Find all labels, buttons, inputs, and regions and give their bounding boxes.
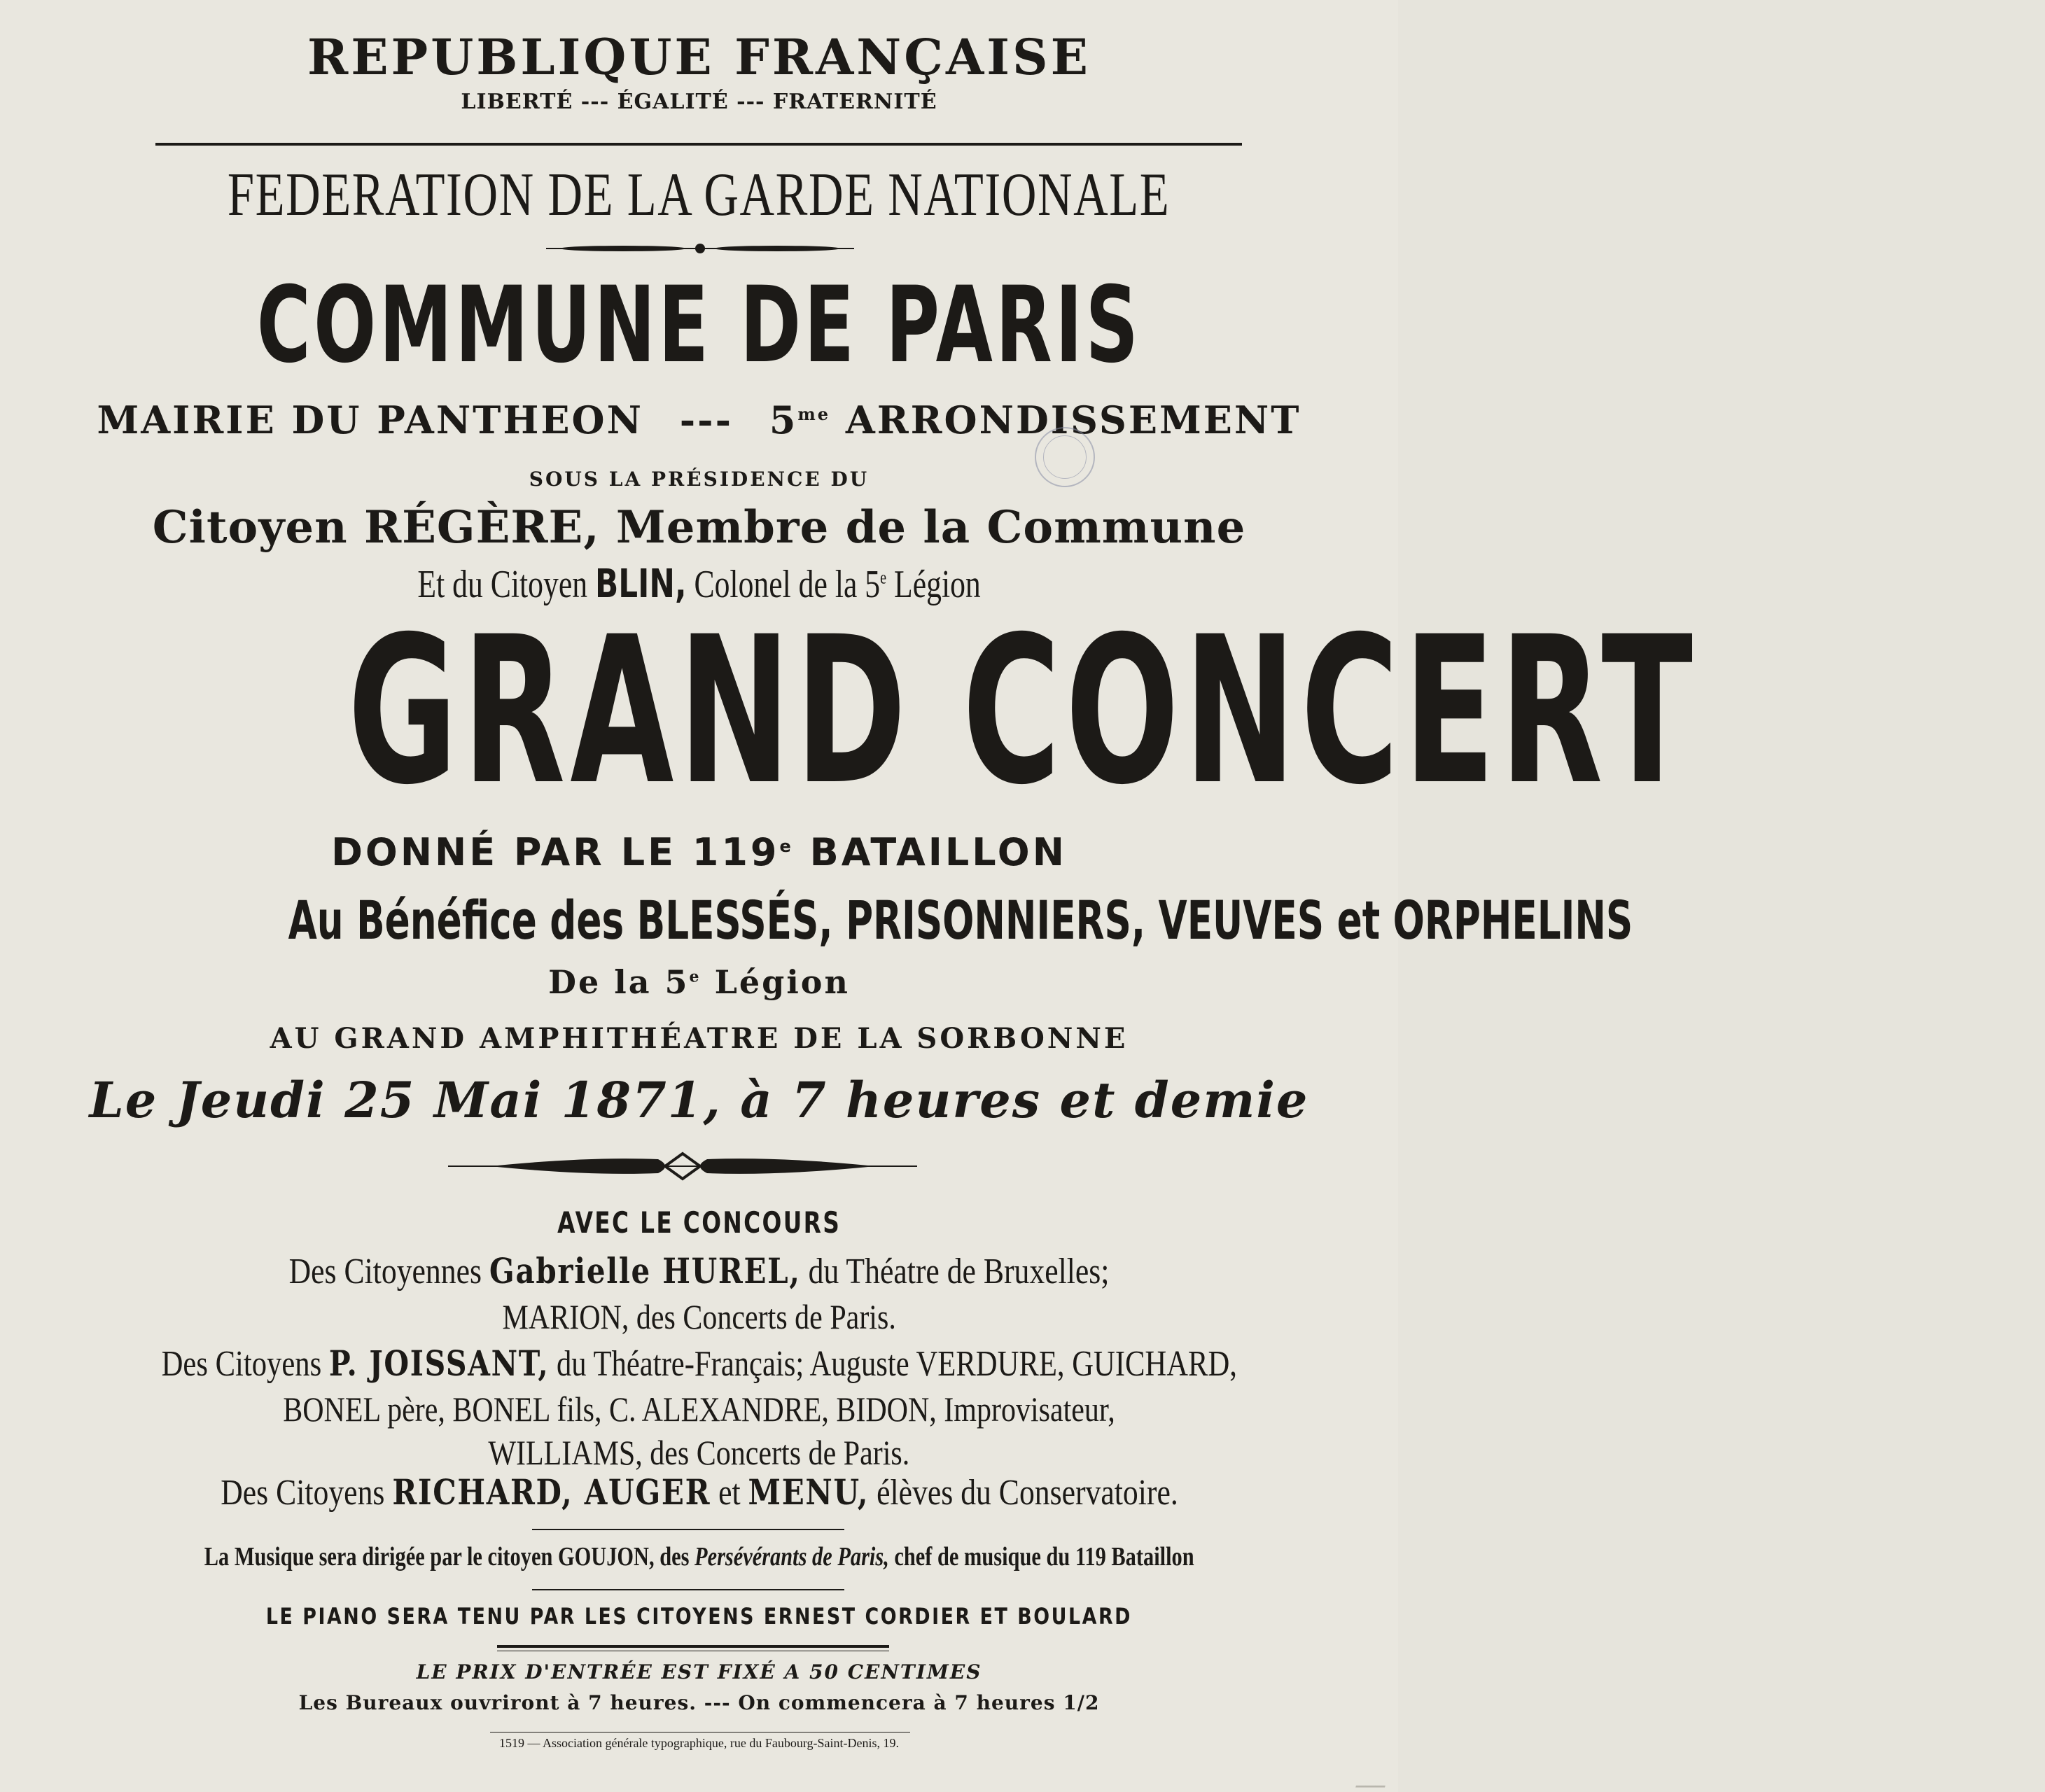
concours-l6c: et — [718, 1473, 741, 1513]
musique-b: Persévérants de Paris, — [694, 1542, 889, 1572]
concours-l6d: MENU, — [748, 1471, 869, 1513]
concours-l6b: RICHARD, AUGER — [391, 1471, 711, 1513]
blin-c: Colonel de la 5 — [694, 563, 881, 606]
republique-title: REPUBLIQUE FRANÇAISE — [307, 28, 1091, 86]
concours-l1b: Gabrielle HUREL, — [489, 1250, 801, 1292]
piano-line — [0, 1603, 1398, 1630]
concours-l5: WILLIAMS, des Concerts de Paris. — [488, 1433, 910, 1472]
blin-a: Et du Citoyen — [417, 563, 587, 606]
donne-line — [0, 830, 1398, 874]
commune-title — [0, 265, 1398, 386]
musique-c: chef de musique du 119 — [894, 1542, 1106, 1572]
benefice-text: Au Bénéfice des BLESSÉS, PRISONNIERS, VEUVES et ORPHELINS — [288, 889, 1633, 951]
mairie-sep: --- — [679, 398, 734, 442]
concours-l6a: Des Citoyens — [220, 1473, 384, 1513]
concours-l2: MARION, des Concerts de Paris. — [502, 1297, 896, 1336]
ornament-large — [448, 1149, 917, 1183]
concours-line-1 — [0, 1250, 1398, 1292]
musique-a: La Musique sera dirigée par le citoyen GOUJON, des — [204, 1542, 690, 1572]
blin-sup: e — [880, 567, 887, 588]
regere-line: Citoyen RÉGÈRE, Membre de la Commune — [152, 501, 1246, 554]
concours-line-6-group — [221, 1471, 1178, 1513]
concours-heading — [0, 1205, 1398, 1240]
grand-concert-title — [0, 594, 1698, 830]
rule-musique — [532, 1529, 844, 1530]
concours-l3b: P. JOISSANT, — [328, 1343, 550, 1384]
musique-group — [204, 1541, 1194, 1572]
concours-line-4 — [0, 1389, 1398, 1429]
legion-b: Légion — [714, 963, 850, 1001]
mairie-num: 5 — [769, 398, 798, 442]
rule-piano — [532, 1589, 844, 1590]
concours-line-3 — [0, 1343, 1398, 1385]
rule-prix-1 — [497, 1645, 889, 1648]
concours-line-2 — [0, 1296, 1398, 1337]
concours-l3a: Des Citoyens — [161, 1344, 321, 1384]
concours-line-1-group — [289, 1250, 1110, 1292]
prix-line: LE PRIX D'ENTRÉE EST FIXÉ A 50 CENTIMES — [416, 1660, 982, 1684]
header-rule — [155, 143, 1242, 146]
concours-l4: BONEL père, BONEL fils, C. ALEXANDRE, BIDON, Improvisateur, — [283, 1390, 1115, 1429]
ornament-small — [546, 242, 854, 255]
concours-l1c: du Théatre de Bruxelles; — [808, 1252, 1110, 1292]
legion-line — [0, 963, 1398, 1001]
concours-line-3-group — [161, 1343, 1236, 1385]
lieu-line: AU GRAND AMPHITHÉATRE DE LA SORBONNE — [270, 1022, 1129, 1055]
concours-heading-text: AVEC LE CONCOURS — [557, 1205, 842, 1240]
date-line: Le Jeudi 25 Mai 1871, à 7 heures et demie — [89, 1071, 1309, 1129]
piano-text: LE PIANO SERA TENU PAR LES CITOYENS ERNEST CORDIER ET BOULARD — [265, 1603, 1133, 1630]
bureaux-line: Les Bureaux ouvriront à 7 heures. --- On commencera à 7 heures 1/2 — [298, 1691, 1100, 1714]
legion-sup: e — [689, 967, 702, 986]
concours-line-6 — [0, 1471, 1398, 1513]
musique-d: Bataillon — [1111, 1542, 1194, 1572]
federation-text: FEDERATION DE LA GARDE NATIONALE — [228, 161, 1171, 229]
donne-sup: e — [779, 836, 794, 856]
grand-concert-text: GRAND CONCERT — [347, 594, 1698, 830]
mairie-sup: me — [797, 404, 831, 424]
musique-line — [0, 1541, 1398, 1572]
donne-b: BATAILLON — [809, 830, 1067, 874]
concours-line-5 — [0, 1432, 1398, 1473]
concours-l3c: du Théatre-Français; Auguste VERDURE, GUICHARD, — [556, 1344, 1237, 1384]
legion-a: De la 5 — [548, 963, 690, 1001]
commune-text: COMMUNE DE PARIS — [256, 265, 1142, 386]
imprimeur-line: 1519 — Association générale typographique, rue du Faubourg-Saint-Denis, 19. — [498, 1736, 900, 1750]
benefice-line — [0, 889, 1633, 951]
blin-d: Légion — [893, 563, 981, 606]
mairie-right: ARRONDISSEMENT — [845, 398, 1301, 442]
mairie-line — [0, 398, 1398, 442]
pencil-mark: ▁▁▁ — [1356, 1773, 1386, 1787]
motto: LIBERTÉ --- ÉGALITÉ --- FRATERNITÉ — [461, 90, 937, 114]
blin-b: BLIN, — [594, 561, 687, 607]
concours-l1a: Des Citoyennes — [288, 1252, 482, 1292]
concours-l6e: élèves du Conservatoire. — [876, 1473, 1178, 1513]
mairie-left: MAIRIE DU PANTHEON — [97, 398, 643, 442]
presidence-line: SOUS LA PRÉSIDENCE DU — [529, 468, 870, 491]
donne-a: DONNÉ PAR LE 119 — [331, 830, 780, 874]
federation-title — [0, 160, 1398, 230]
